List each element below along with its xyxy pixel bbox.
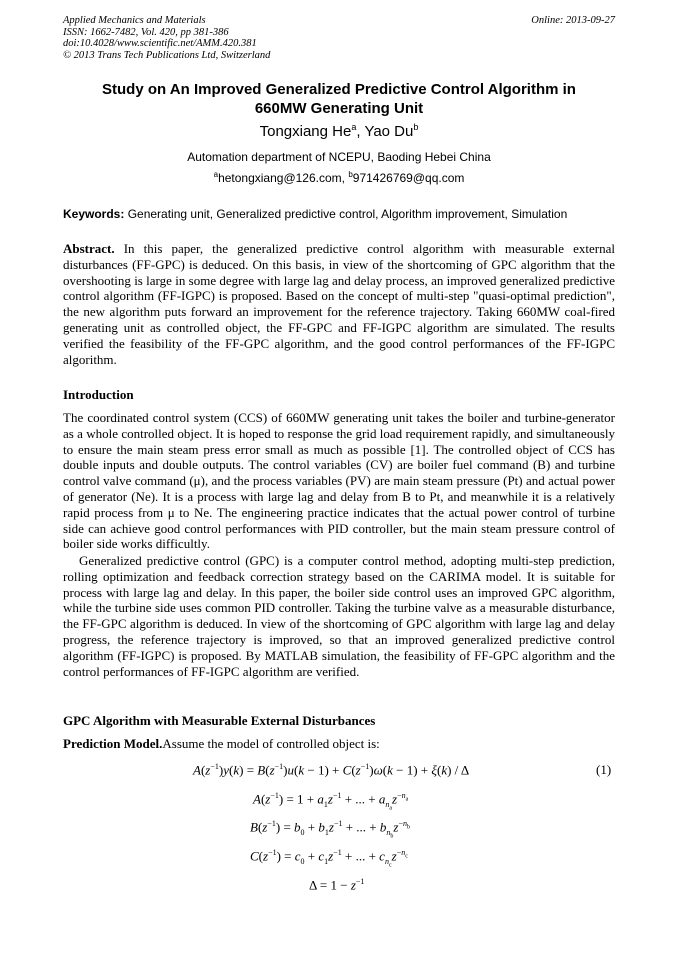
section-heading-gpc: GPC Algorithm with Measurable External Disturbances	[63, 713, 376, 728]
paper-title	[63, 80, 615, 118]
prediction-model-label: Prediction Model.	[63, 736, 163, 751]
email-a-mark: a	[213, 170, 219, 179]
copyright-line: © 2013 Trans Tech Publications Ltd, Switzerland	[63, 49, 271, 61]
online-date: Online: 2013-09-27	[531, 15, 615, 26]
equation-a-polynomial: $A(z^{-1}) = 1 + a_1z^{-1}$ + ... + $a_{n_a}z^{-n_a}$	[253, 791, 409, 812]
equation-number: (1)	[596, 762, 612, 777]
author-2-mark: b	[413, 122, 419, 132]
keywords-text: Generating unit, Generalized predictive control, Algorithm improvement, Simulation	[124, 207, 568, 221]
equation-delta-definition: $\Delta = 1 - z^{-1}$	[309, 877, 365, 893]
section-heading-introduction: Introduction	[63, 387, 134, 402]
affiliation: Automation department of NCEPU, Baoding Hebei China	[187, 150, 491, 164]
title-line-2: 660MW Generating Unit	[254, 100, 424, 117]
doi-line[interactable]: doi:10.4028/www.scientific.net/AMM.420.381	[63, 38, 257, 50]
email-b[interactable]: 971426769@qq.com	[352, 171, 465, 185]
prediction-model-paragraph	[63, 736, 615, 752]
author-1-mark: a	[351, 122, 357, 132]
abstract	[63, 241, 615, 367]
intro-paragraph-1: The coordinated control system (CCS) of 660MW generating unit takes the boiler and turbine-generator as a whole controlled object. It is hoped to response the grid load requirement rapidly, and simultaneously to ensure the main steam press error small as much as possible [1]. The controlled object of CCS has double inputs and double outputs. The control variables (CV) are boiler fuel command (B) and turbine control valve command (μ), and the process variables (PV) are main steam pressure (Pt) and actual power of generator (Ne). It is a process with large lag and delay from B to Pt, and meanwhile it is a relatively rapid process from μ to Ne. The engineering practice indicates that the actual power control of turbine side can achieve good control performances with PID controller, but the main steam pressure control of boiler side works difficultly.	[63, 410, 615, 552]
equation-b-polynomial: $B(z^{-1}) = b_0 + b_1z^{-1}$ + ... + $b_{n_b}z^{-n_b}$	[250, 819, 410, 840]
equation-carima-model: $A(z^{-1})y(k) = B(z^{-1})u(k - 1) + C(z^{-1})\omega(k - 1) + \xi(k) / \Delta$	[193, 762, 470, 778]
issn-line: ISSN: 1662-7482, Vol. 420, pp 381-386	[63, 26, 229, 38]
author-list	[63, 122, 615, 140]
abstract-label: Abstract.	[63, 241, 115, 256]
equation-c-polynomial: $C(z^{-1}) = c_0 + c_1z^{-1}$ + ... + $c_{n_c}z^{-n_c}$	[250, 848, 408, 869]
intro-paragraph-2: Generalized predictive control (GPC) is a computer control method, adopting multi-step prediction, rolling optimization and feedback correction strategy based on the CARIMA model. It is suitable for process with large lag and delay. In this paper, the boiler side control uses an improved GPC algorithm, while the turbine side uses common PID controller. Taking the turbine valve as a measurable disturbance, the FF-GPC algorithm is deduced. In view of the shortcoming of GPC algorithm with large lag and delay progress, the reference trajectory is improved, so that an improved generalized predictive control algorithm (FF-IGPC) is proposed. By MATLAB simulation, the feasibility of FF-GPC algorithm and the control performances of FF-IGPC algorithm are verified.	[63, 553, 615, 679]
title-line-1: Study on An Improved Generalized Predictive Control Algorithm in	[102, 81, 576, 98]
journal-name: Applied Mechanics and Materials	[63, 15, 206, 26]
author-emails	[63, 170, 615, 185]
author-2: Yao Du	[364, 123, 414, 140]
email-a[interactable]: hetongxiang@126.com,	[218, 171, 349, 185]
prediction-model-text: Assume the model of controlled object is:	[162, 736, 380, 751]
author-1: Tongxiang He	[259, 123, 352, 140]
email-b-mark: b	[348, 170, 353, 179]
keywords-label: Keywords:	[63, 207, 125, 221]
journal-header	[63, 15, 615, 61]
keywords	[63, 207, 615, 221]
author-separator: ,	[356, 123, 365, 140]
abstract-text: In this paper, the generalized predictive control algorithm with measurable external disturbances (FF-GPC) is deduced. On this basis, in view of the shortcoming of GPC algorithm that the overshooting is large in some degree with large lag and delay process, an improved generalized predictive control algorithm (FF-IGPC) is proposed. Based on the concept of multi-step "quasi-optimal prediction", the new algorithm puts forward an improvement for the reference trajectory. Taking 660MW coal-fired generating unit as controlled object, the FF-GPC and FF-IGPC algorithm are simulated. The results verified the feasibility of the FF-GPC algorithm, and the good control performances of the FF-IGPC algorithm.	[63, 241, 615, 367]
